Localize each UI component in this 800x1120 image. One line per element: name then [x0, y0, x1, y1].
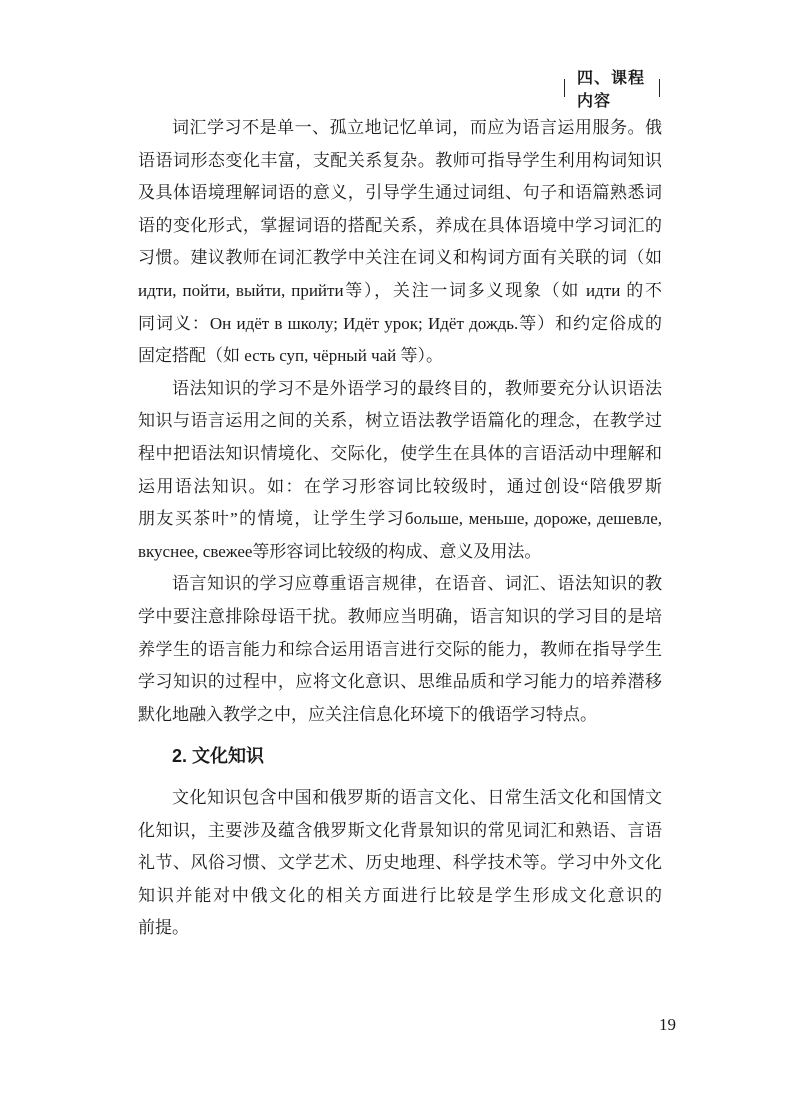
text-line: 语言知识的学习应尊重语言规律，在语音、词汇、语法知识的教 [172, 574, 662, 594]
paragraph [138, 568, 662, 731]
text-line: 前提。 [138, 918, 189, 938]
text-line: 养学生的语言能力和综合运用语言进行交际的能力，教师在指导学生 [138, 639, 662, 659]
text-line: 学中要注意排除母语干扰。教师应当明确，语言知识的学习目的是培 [138, 606, 662, 626]
text-line: 语语词形态变化丰富，支配关系复杂。教师可指导学生利用构词知识 [138, 150, 662, 170]
text-line: 词汇学习不是单一、孤立地记忆单词，而应为语言运用服务。俄 [172, 118, 662, 137]
section-text-block [138, 782, 662, 945]
paragraph [138, 373, 662, 569]
running-header [552, 70, 672, 110]
text-line: 朋友买茶叶”的情境，让学生学习больше, меньше, дороже, дешевле, [138, 509, 662, 529]
chapter-title: 四、课程内容 [577, 70, 646, 110]
text-line: 默化地融入教学之中，应关注信息化环境下的俄语学习特点。 [138, 704, 597, 724]
text-line: 化知识，主要涉及蕴含俄罗斯文化背景知识的常见词汇和熟语、言语 [138, 820, 662, 840]
section-heading: 2. 文化知识 [172, 746, 265, 766]
text-line: 习惯。建议教师在词汇教学中关注在词义和构词方面有关联的词（如 [138, 248, 662, 268]
paragraph [138, 782, 662, 945]
text-line: 程中把语法知识情境化、交际化，使学生在具体的言语活动中理解和 [138, 443, 662, 463]
text-line: 运用语法知识。如：在学习形容词比较级时，通过创设“陪俄罗斯 [138, 476, 662, 496]
header-right-divider [659, 79, 660, 97]
text-line: 及具体语境理解词语的意义，引导学生通过词组、句子和语篇熟悉词 [138, 183, 662, 203]
paragraph [138, 112, 662, 373]
page-number: 19 [659, 1015, 676, 1034]
text-line: 礼节、风俗习惯、文学艺术、历史地理、科学技术等。学习中外文化 [138, 853, 662, 873]
text-line: 知识并能对中俄文化的相关方面进行比较是学生形成文化意识的 [138, 885, 662, 905]
text-line: 文化知识包含中国和俄罗斯的语言文化、日常生活文化和国情文 [172, 788, 662, 807]
header-left-divider [564, 79, 565, 97]
text-line: 学习知识的过程中，应将文化意识、思维品质和学习能力的培养潜移 [138, 672, 662, 692]
text-line: идти, пойти, выйти, прийти等），关注一词多义现象（如 идти 的不 [138, 280, 662, 300]
body-text-block [138, 112, 662, 731]
text-line: вкуснее, свежее等形容词比较级的构成、意义及用法。 [138, 541, 542, 561]
text-line: 同词义：Он идёт в школу; Идёт урок; Идёт дождь.等）和约定俗成的 [138, 313, 662, 333]
text-line: 固定搭配（如 есть суп, чёрный чай 等）。 [138, 346, 444, 366]
text-line: 语法知识的学习不是外语学习的最终目的，教师要充分认识语法 [172, 378, 662, 398]
text-line: 知识与语言运用之间的关系，树立语法教学语篇化的理念，在教学过 [138, 411, 662, 431]
text-line: 语的变化形式，掌握词语的搭配关系，养成在具体语境中学习词汇的 [138, 215, 662, 235]
